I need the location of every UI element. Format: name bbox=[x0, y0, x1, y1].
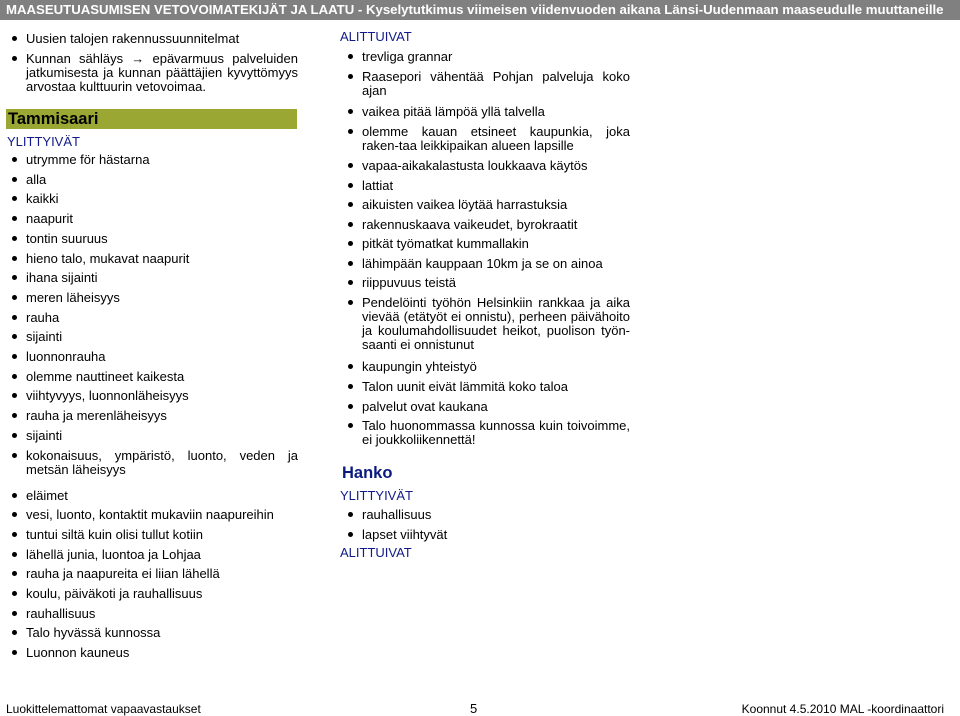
list-item: utrymme för hästarna bbox=[12, 153, 298, 167]
list-item: rauhallisuus bbox=[348, 508, 630, 522]
list-item: vaikea pitää lämpöä yllä talvella bbox=[348, 105, 630, 119]
list-item: rauhallisuus bbox=[12, 607, 298, 621]
list-item: tontin suuruus bbox=[12, 232, 298, 246]
list-item: Raasepori vähentää Pohjan palveluja koko ajan bbox=[348, 70, 630, 98]
list-item: alla bbox=[12, 173, 298, 187]
bullet-icon bbox=[12, 315, 17, 320]
bullet-icon bbox=[348, 222, 353, 227]
bullet-icon bbox=[12, 56, 17, 61]
list-item: pitkät työmatkat kummallakin bbox=[348, 237, 630, 251]
bullet-icon bbox=[348, 202, 353, 207]
list-item: kokonaisuus, ympäristö, luonto, veden ja metsän läheisyys bbox=[12, 449, 298, 477]
bullet-icon bbox=[348, 109, 353, 114]
list-item: vapaa-aikakalastusta loukkaava käytös bbox=[348, 159, 630, 173]
footer-right: Koonnut 4.5.2010 MAL -koordinaattori bbox=[741, 702, 944, 716]
list-item: sijainti bbox=[12, 429, 298, 443]
document-header bbox=[0, 0, 960, 20]
list-item: riippuvuus teistä bbox=[348, 276, 630, 290]
page-number: 5 bbox=[470, 701, 478, 716]
bullet-icon bbox=[348, 129, 353, 134]
list-item: trevliga grannar bbox=[348, 50, 630, 64]
bullet-icon bbox=[12, 453, 17, 458]
list-item: Talon uunit eivät lämmitä koko taloa bbox=[348, 380, 630, 394]
list-item: meren läheisyys bbox=[12, 291, 298, 305]
bullet-icon bbox=[348, 163, 353, 168]
list-item: Pendelöinti työhön Helsinkiin rankkaa ja aika vievää (etätyöt ei onnistu), perheen päivähoito ja koulumahdollisuudet heikot, puolison työn-saanti ei onnistunut bbox=[348, 296, 630, 352]
list-item: sijainti bbox=[12, 330, 298, 344]
bullet-icon bbox=[348, 532, 353, 537]
bullet-icon bbox=[12, 591, 17, 596]
list-item: Talo hyvässä kunnossa bbox=[12, 626, 298, 640]
category-label-exceeded: YLITTYIVÄT bbox=[7, 134, 80, 149]
section-title-tammisaari: Tammisaari bbox=[6, 109, 297, 129]
bullet-icon bbox=[12, 374, 17, 379]
list-item: olemme kauan etsineet kaupunkia, joka raken-taa leikkipaikan alueen lapsille bbox=[348, 125, 630, 153]
list-item: rauha ja merenläheisyys bbox=[12, 409, 298, 423]
bullet-icon bbox=[348, 384, 353, 389]
bullet-icon bbox=[348, 300, 353, 305]
bullet-icon bbox=[348, 404, 353, 409]
list-item: kaikki bbox=[12, 192, 298, 206]
bullet-icon bbox=[348, 280, 353, 285]
bullet-icon bbox=[348, 74, 353, 79]
bullet-icon bbox=[12, 433, 17, 438]
list-item: kaupungin yhteistyö bbox=[348, 360, 630, 374]
list-item: lähellä junia, luontoa ja Lohjaa bbox=[12, 548, 298, 562]
list-item: Talo huonommassa kunnossa kuin toivoimme, ei joukkoliikennettä! bbox=[348, 419, 630, 447]
bullet-icon bbox=[348, 512, 353, 517]
bullet-icon bbox=[12, 157, 17, 162]
bullet-icon bbox=[348, 423, 353, 428]
category-label-fell-short: ALITTUIVAT bbox=[340, 29, 412, 44]
category-label-fell-short: ALITTUIVAT bbox=[340, 545, 412, 560]
list-item: koulu, päiväkoti ja rauhallisuus bbox=[12, 587, 298, 601]
page-footer bbox=[0, 702, 960, 716]
list-item: Luonnon kauneus bbox=[12, 646, 298, 660]
list-item: rakennuskaava vaikeudet, byrokraatit bbox=[348, 218, 630, 232]
bullet-icon bbox=[348, 364, 353, 369]
bullet-icon bbox=[12, 177, 17, 182]
list-item: olemme nauttineet kaikesta bbox=[12, 370, 298, 384]
list-item: rauha bbox=[12, 311, 298, 325]
bullet-icon bbox=[12, 532, 17, 537]
list-item: rauha ja naapureita ei liian lähellä bbox=[12, 567, 298, 581]
list-item: luonnonrauha bbox=[12, 350, 298, 364]
bullet-icon bbox=[12, 295, 17, 300]
list-item: tuntui siltä kuin olisi tullut kotiin bbox=[12, 528, 298, 542]
bullet-icon bbox=[12, 611, 17, 616]
header-title: MAASEUTUASUMISEN VETOVOIMATEKIJÄT JA LAATU - Kyselytutkimus viimeisen viidenvuoden aikana Länsi-Uudenmaan maaseudulle muuttaneille bbox=[6, 2, 944, 17]
list-item: Uusien talojen rakennussuunnitelmat bbox=[12, 32, 298, 46]
list-item: naapurit bbox=[12, 212, 298, 226]
list-item: lähimpään kauppaan 10km ja se on ainoa bbox=[348, 257, 630, 271]
list-item: lattiat bbox=[348, 179, 630, 193]
list-item: lapset viihtyvät bbox=[348, 528, 630, 542]
list-item: viihtyvyys, luonnonläheisyys bbox=[12, 389, 298, 403]
footer-left: Luokittelemattomat vapaavastaukset bbox=[6, 702, 201, 716]
bullet-icon bbox=[348, 261, 353, 266]
bullet-icon bbox=[12, 236, 17, 241]
list-item: aikuisten vaikea löytää harrastuksia bbox=[348, 198, 630, 212]
bullet-icon bbox=[12, 354, 17, 359]
bullet-icon bbox=[12, 36, 17, 41]
bullet-icon bbox=[348, 54, 353, 59]
list-item: eläimet bbox=[12, 489, 298, 503]
list-item: palvelut ovat kaukana bbox=[348, 400, 630, 414]
list-item: ihana sijainti bbox=[12, 271, 298, 285]
bullet-icon bbox=[12, 493, 17, 498]
bullet-icon bbox=[348, 241, 353, 246]
list-item: hieno talo, mukavat naapurit bbox=[12, 252, 298, 266]
bullet-icon bbox=[12, 256, 17, 261]
list-item: Kunnan sähläys → epävarmuus palveluiden jatkumisesta ja kunnan päättäjien kyvyttömyys arvostaa kulttuurin vetovoimaa. bbox=[12, 52, 298, 94]
section-title-hanko: Hanko bbox=[342, 464, 393, 482]
bullet-icon bbox=[348, 183, 353, 188]
bullet-icon bbox=[12, 552, 17, 557]
list-item: vesi, luonto, kontaktit mukaviin naapureihin bbox=[12, 508, 298, 522]
category-label-exceeded: YLITTYIVÄT bbox=[340, 488, 413, 503]
